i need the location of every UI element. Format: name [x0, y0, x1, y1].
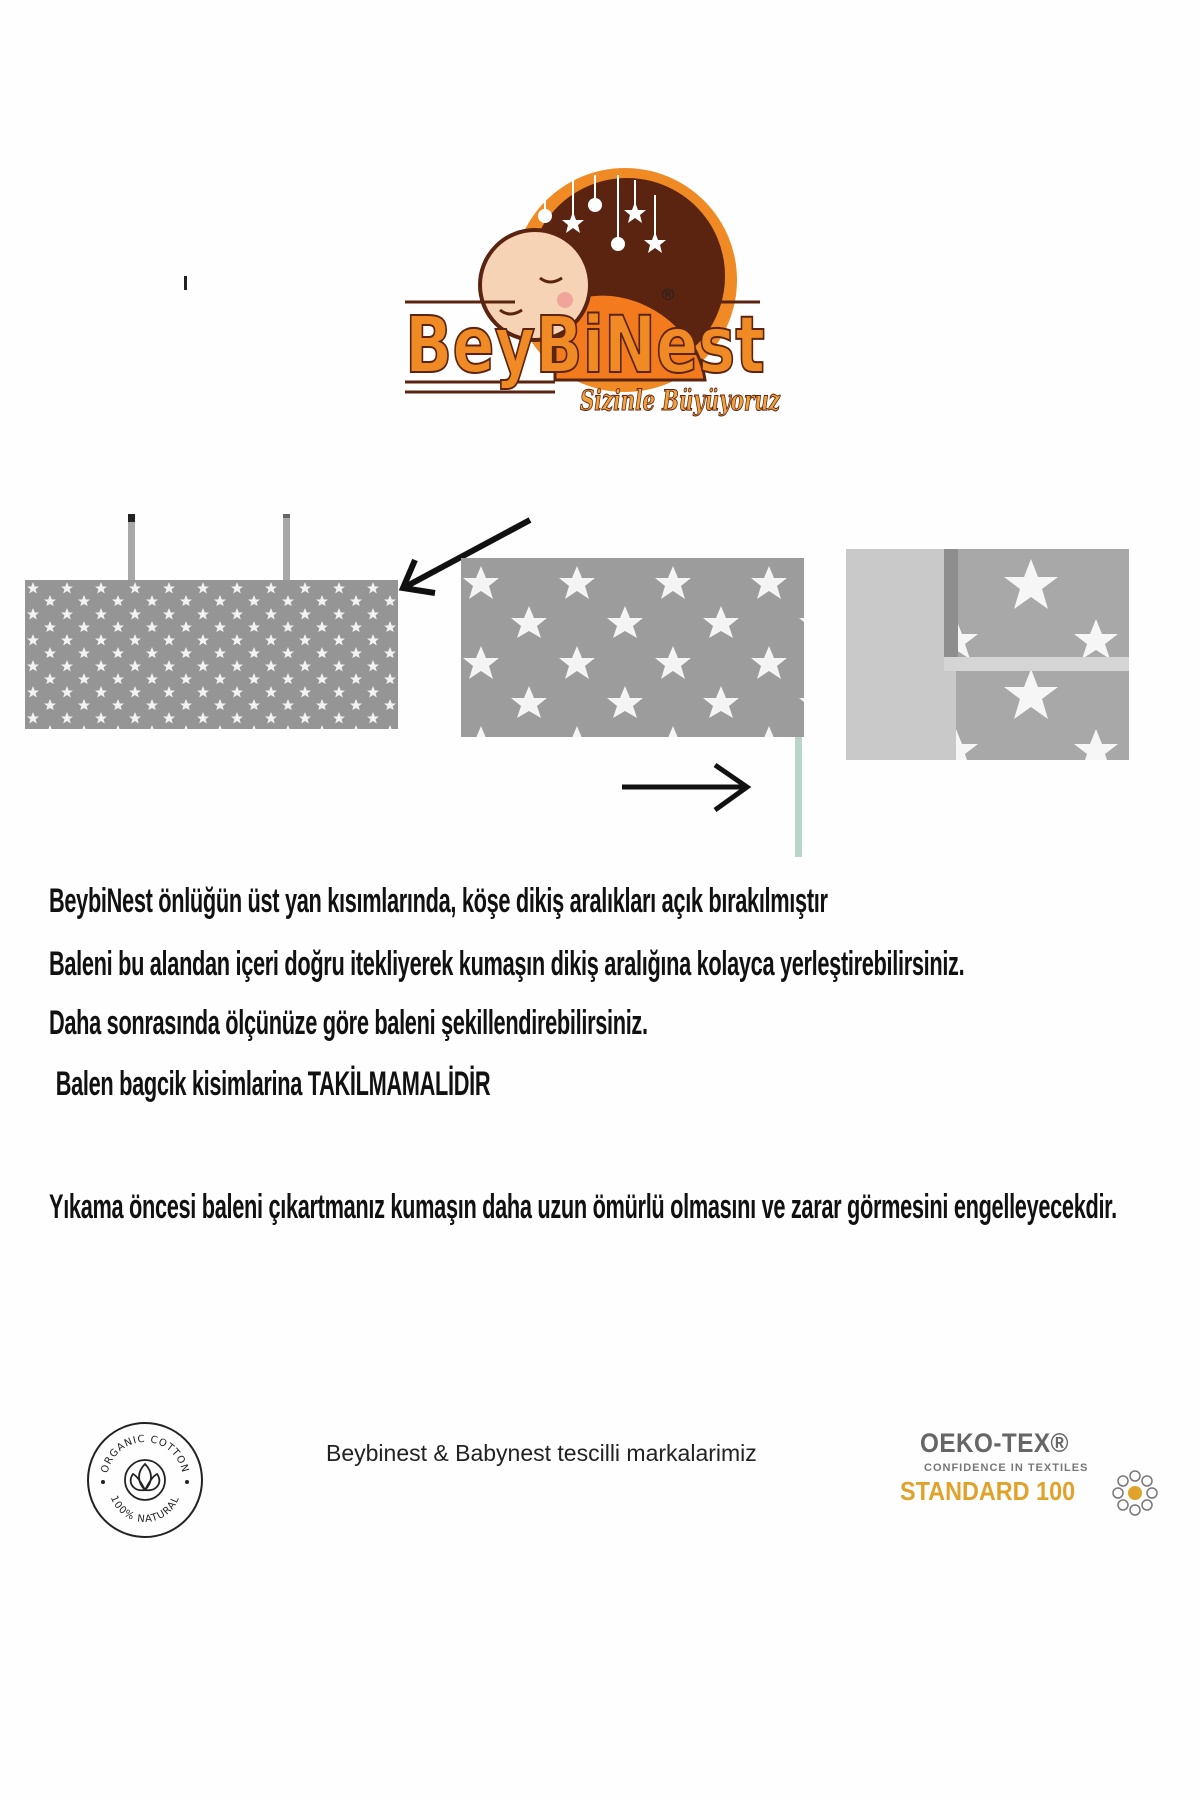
instruction-line-4: Balen bagcik kisimlarina TAKİLMAMALİDİR	[50, 1065, 491, 1103]
product-image-seam-detail	[846, 549, 1129, 760]
svg-text:100% NATURAL: 100% NATURAL	[107, 1494, 183, 1526]
oeko-tex-flower-icon	[1110, 1468, 1160, 1523]
product-image-full-panel	[25, 580, 398, 729]
brand-logo	[405, 160, 785, 480]
washing-note: Yıkama öncesi baleni çıkartmanız kumaşın daha uzun ömürlü olmasını ve zarar görmesini engelleyecekdir.	[49, 1188, 1117, 1226]
organic-cotton-badge	[85, 1420, 205, 1540]
green-strap	[795, 737, 802, 857]
strap-right	[283, 514, 290, 586]
stray-mark	[184, 276, 187, 290]
svg-text:Sizinle Büyüyoruz: Sizinle Büyüyoruz	[580, 384, 781, 417]
product-image-corner-closeup	[461, 558, 804, 737]
svg-text:BeyBiNest: BeyBiNest	[405, 301, 765, 391]
instruction-line-1: BeybiNest önlüğün üst yan kısımlarında, köşe dikiş aralıkları açık bırakılmıştır	[49, 882, 828, 920]
strap-left	[128, 514, 135, 590]
svg-text:®: ®	[660, 285, 676, 304]
arrow-pointing-right-icon	[620, 760, 755, 820]
oeko-tex-standard: STANDARD 100	[900, 1476, 1076, 1506]
oeko-tex-title: OEKO-TEX®	[920, 1428, 1069, 1458]
instruction-line-2: Baleni bu alandan içeri doğru itekliyerek kumaşın dikiş aralığına kolayca yerleştirebilirsiniz.	[49, 945, 965, 983]
oeko-tex-subtitle: CONFIDENCE IN TEXTILES	[924, 1462, 1089, 1474]
instruction-line-3: Daha sonrasında ölçünüze göre baleni şekillendirebilirsiniz.	[49, 1004, 648, 1042]
registered-brands-text: Beybinest & Babynest tescilli markalarimiz	[326, 1440, 757, 1466]
svg-text:ORGANIC COTTON: ORGANIC COTTON	[99, 1433, 191, 1475]
